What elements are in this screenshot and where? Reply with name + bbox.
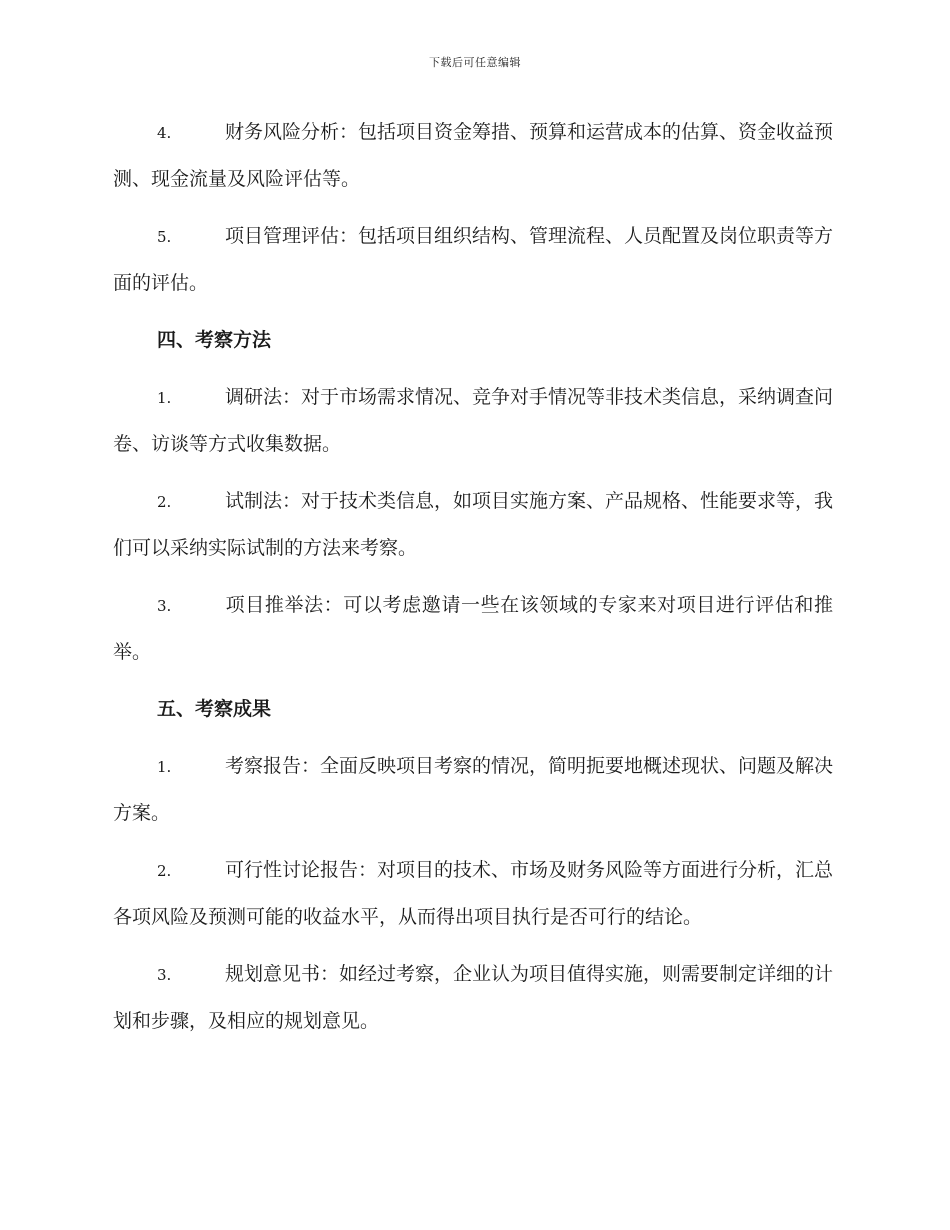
list-item [113, 478, 833, 571]
item-number: 1. [157, 758, 172, 776]
item-number: 3. [157, 597, 172, 615]
section-heading-results: 五、考察成果 [157, 698, 272, 720]
list-item [113, 213, 833, 306]
item-text: 调研法：对于市场需求情况、竞争对手情况等非技术类信息，采纳调查问卷、访谈等方式收集数据。 [113, 386, 834, 455]
page-header-note: 下载后可任意编辑 [429, 56, 521, 69]
section-heading-methods: 四、考察方法 [157, 329, 272, 351]
list-item [113, 109, 833, 202]
item-text: 试制法：对于技术类信息，如项目实施方案、产品规格、性能要求等，我们可以采纳实际试制的方法来考察。 [113, 490, 834, 559]
item-number: 5. [157, 228, 172, 246]
item-text: 可行性讨论报告：对项目的技术、市场及财务风险等方面进行分析，汇总各项风险及预测可能的收益水平，从而得出项目执行是否可行的结论。 [113, 859, 834, 928]
item-text: 规划意见书：如经过考察，企业认为项目值得实施，则需要制定详细的计划和步骤，及相应的规划意见。 [113, 963, 834, 1032]
document-body [113, 109, 833, 1055]
item-number: 3. [157, 966, 172, 984]
item-text: 项目管理评估：包括项目组织结构、管理流程、人员配置及岗位职责等方面的评估。 [113, 225, 834, 294]
list-item [113, 847, 833, 940]
item-number: 2. [157, 493, 172, 511]
item-text: 项目推举法：可以考虑邀请一些在该领域的专家来对项目进行评估和推举。 [113, 594, 833, 663]
list-item [113, 743, 833, 836]
item-text: 财务风险分析：包括项目资金筹措、预算和运营成本的估算、资金收益预测、现金流量及风险评估等。 [113, 121, 834, 190]
list-item [113, 951, 833, 1044]
item-number: 1. [157, 389, 172, 407]
item-number: 4. [157, 124, 172, 142]
list-item [113, 374, 833, 467]
item-number: 2. [157, 862, 172, 880]
item-text: 考察报告：全面反映项目考察的情况，简明扼要地概述现状、问题及解决方案。 [113, 755, 834, 824]
list-item [113, 582, 833, 675]
